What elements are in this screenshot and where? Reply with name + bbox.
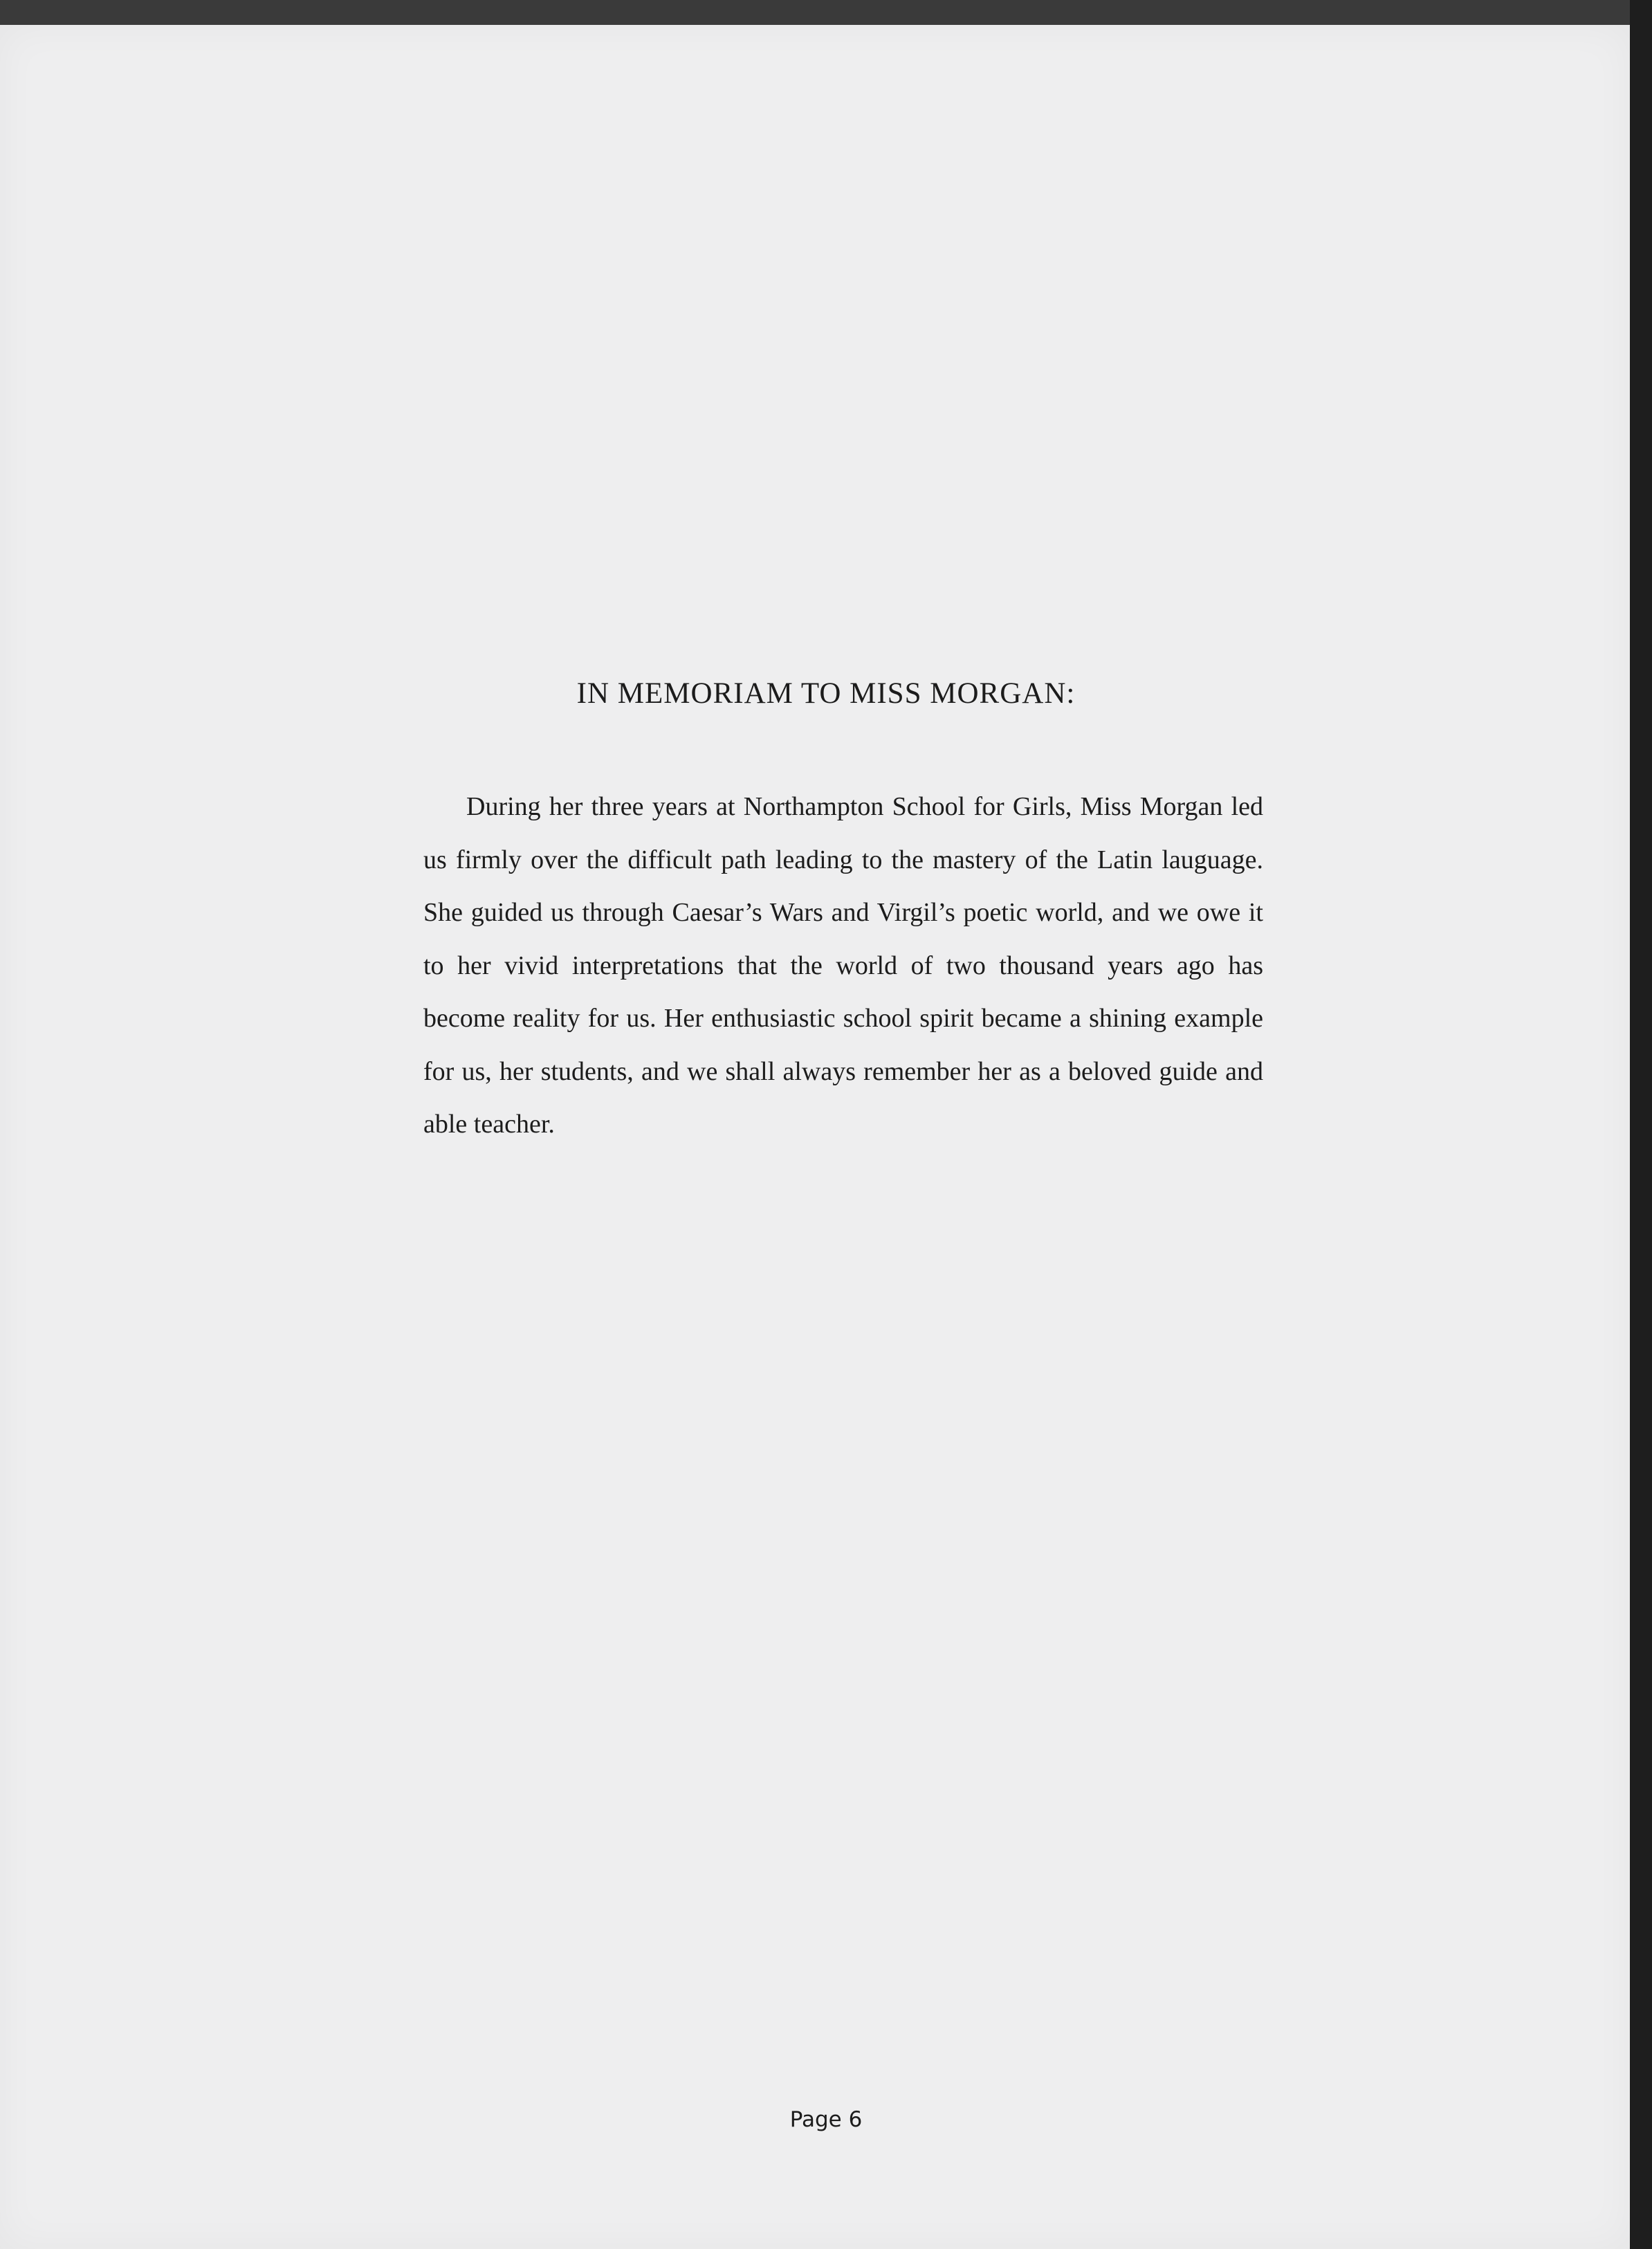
page-number: Page 6: [789, 2107, 863, 2132]
scan-right-border: [1630, 0, 1652, 2249]
scan-top-border: [0, 0, 1652, 25]
memoriam-paragraph: During her three years at Northampton School for Girls, Miss Morgan led us firmly over the difficult path leading to the mastery of the Latin lauguage. She guided us through Caesar’s Wars and Virgil’s poetic world, and we owe it to her vivid interpretations that the world of two thousand years ago has become reality for us. Her enthusiastic school spirit became a shining example for us, her students, and we shall always remember her as a beloved guide and able teacher.: [423, 792, 1263, 1139]
memoriam-title: IN MEMORIAM TO MISS MORGAN:: [576, 677, 1076, 710]
